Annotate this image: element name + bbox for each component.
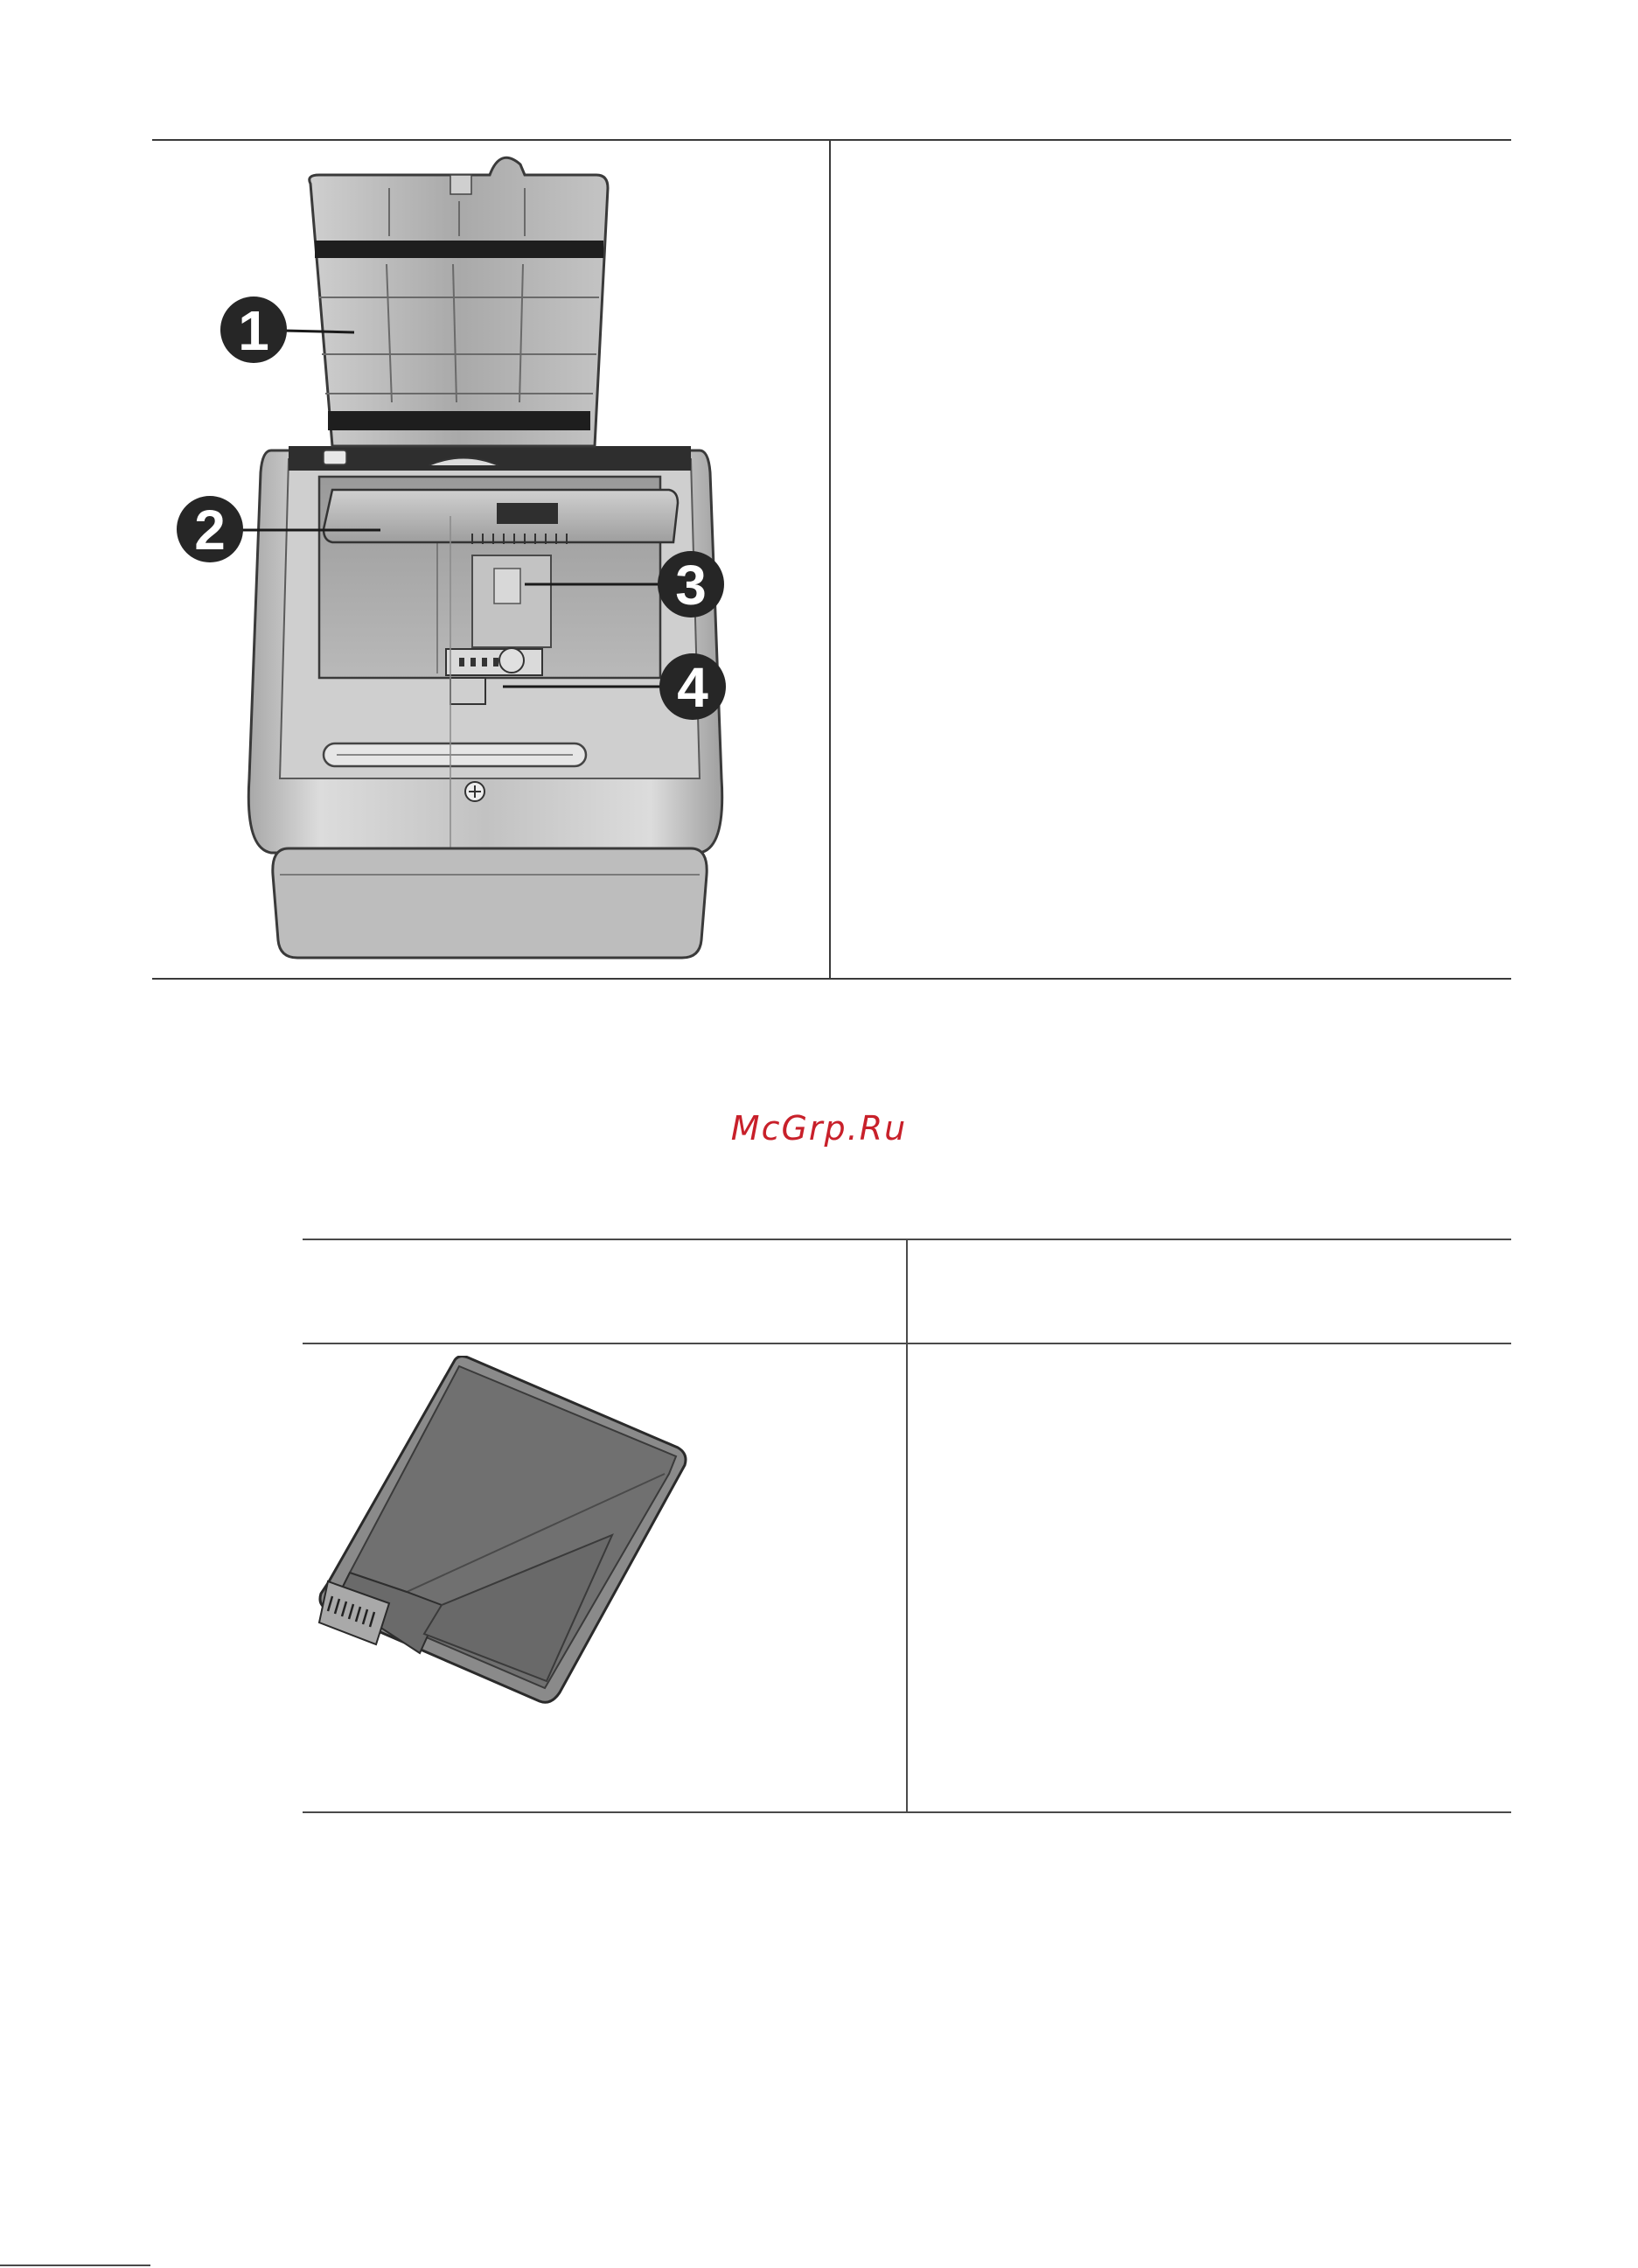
callout-4	[659, 653, 726, 720]
internal-battery-illustration	[310, 1356, 695, 1736]
watermark: McGrp.Ru	[730, 1109, 908, 1148]
footer-rule	[0, 2265, 150, 2266]
svg-text:1: 1	[238, 299, 269, 362]
top-table-rule-lower	[152, 978, 1511, 980]
callout-3	[658, 551, 724, 618]
top-table-column-divider	[829, 140, 831, 978]
svg-text:4: 4	[677, 656, 708, 719]
printer-battery-compartment-illustration	[157, 149, 822, 971]
svg-text:2: 2	[194, 499, 226, 562]
bottom-table-column-divider	[906, 1239, 908, 1811]
callout-2	[177, 496, 243, 562]
svg-text:3: 3	[675, 554, 707, 617]
bottom-table-rule-bottom	[303, 1811, 1511, 1813]
callout-1	[220, 297, 287, 363]
top-table-rule-upper	[152, 139, 1511, 141]
